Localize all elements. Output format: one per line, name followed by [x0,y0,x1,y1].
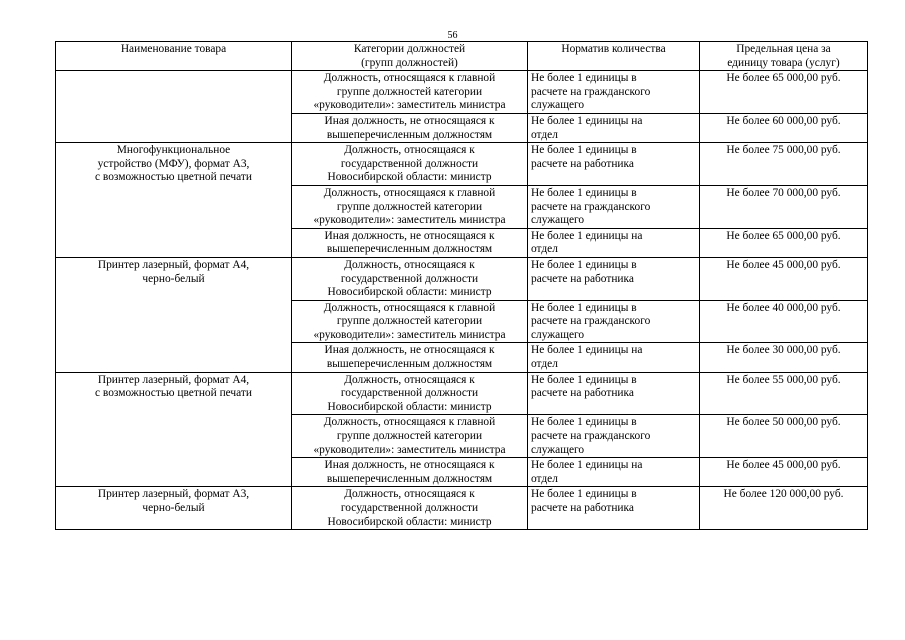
category-cell [292,71,528,114]
cell-line: Должность, относящаяся к [344,488,475,501]
cell-line: Не более 1 единицы в [531,144,637,157]
cell-line: Иная должность, не относящаяся к [324,229,495,242]
norm-cell [528,343,700,372]
category-cell [292,143,528,186]
table-header-row [56,42,868,71]
cell-line: вышеперечисленным должностям [326,472,493,485]
cell-line: группе должностей категории [336,85,483,98]
product-cell [56,372,292,487]
cell-line: Не более 1 единицы на [531,114,643,127]
cell-line: государственной должности [340,502,479,514]
cell-line: Категории должностей [353,43,466,55]
product-cell [56,487,292,530]
cell-line: государственной должности [340,272,479,285]
cell-line: отдел [531,358,558,371]
norm-cell [528,458,700,487]
header-price [700,42,868,71]
price-cell: Не более 75 000,00 руб. [700,143,868,186]
cell-line: Новосибирской области: министр [327,400,492,413]
cell-line: вышеперечисленным должностям [326,243,493,256]
norm-cell [528,487,700,530]
cell-line: служащего [531,328,585,341]
cell-line: Должность, относящаяся к главной [323,72,496,85]
cell-line: с возможностью цветной печати [95,387,252,400]
cell-line: отдел [531,472,558,485]
price-cell: Не более 65 000,00 руб. [700,228,868,257]
header-category [292,42,528,71]
price-cell: Не более 45 000,00 руб. [700,257,868,300]
price-cell: Не более 40 000,00 руб. [700,300,868,343]
price-cell: Не более 50 000,00 руб. [700,415,868,458]
norm-cell [528,185,700,228]
cell-line: расчете на гражданского [531,85,651,98]
cell-line: расчете на гражданского [531,200,651,213]
cell-line: Принтер лазерный, формат А4, [97,373,250,386]
norm-cell [528,257,700,300]
norm-cell [528,300,700,343]
cell-line: черно-белый [142,272,205,285]
price-cell: Не более 30 000,00 руб. [700,343,868,372]
cell-line: расчете на гражданского [531,430,651,443]
cell-line: Не более 1 единицы на [531,229,643,242]
norm-cell [528,113,700,142]
cell-line: служащего [531,214,585,227]
category-cell [292,300,528,343]
cell-line: Должность, относящаяся к [344,144,475,157]
cell-line: Предельная цена за [736,43,831,55]
norm-cell [528,228,700,257]
price-cell: Не более 120 000,00 руб. [700,487,868,530]
cell-line: «руководители»: заместитель министра [313,443,506,456]
product-cell [56,257,292,372]
cell-line: Не более 1 единицы на [531,344,643,357]
category-cell [292,185,528,228]
norm-cell [528,415,700,458]
price-cell: Не более 55 000,00 руб. [700,372,868,415]
category-cell [292,343,528,372]
cell-line: черно-белый [142,502,205,514]
cell-line: Не более 1 единицы в [531,72,637,85]
cell-line: отдел [531,128,558,141]
page-number: 56 [447,30,458,41]
cell-line: расчете на гражданского [531,315,651,328]
cell-line: вышеперечисленным должностям [326,128,493,141]
price-cell: Не более 70 000,00 руб. [700,185,868,228]
cell-line: (групп должностей) [361,56,458,69]
cell-line: вышеперечисленным должностям [326,358,493,371]
cell-line: «руководители»: заместитель министра [313,328,506,341]
cell-line: Не более 1 единицы в [531,301,637,314]
table-row [56,71,868,114]
cell-line: служащего [531,443,585,456]
cell-line: Не более 1 единицы в [531,488,637,501]
cell-line: Не более 1 единицы в [531,258,637,271]
cell-line: Должность, относящаяся к [344,373,475,386]
cell-line: расчете на работника [531,272,634,285]
cell-line: Должность, относящаяся к главной [323,301,496,314]
product-cell [56,143,292,258]
category-cell [292,372,528,415]
cell-line: Принтер лазерный, формат А3, [97,488,250,501]
norm-cell [528,71,700,114]
table-body [56,71,868,530]
category-cell [292,228,528,257]
cell-line: «руководители»: заместитель министра [313,99,506,112]
cell-line: Не более 1 единицы на [531,459,643,472]
cell-line: служащего [531,99,585,112]
cell-line: Иная должность, не относящаяся к [324,344,495,357]
cell-line: Иная должность, не относящаяся к [324,114,495,127]
cell-line: расчете на работника [531,157,634,170]
cell-line: Многофункциональное [116,144,231,157]
cell-line: государственной должности [340,387,479,400]
cell-line: Не более 1 единицы в [531,373,637,386]
category-cell [292,487,528,530]
price-cell: Не более 60 000,00 руб. [700,113,868,142]
product-cell [56,71,292,143]
cell-line: Наименование товара [120,43,227,55]
cell-line: Не более 1 единицы в [531,186,637,199]
cell-line: группе должностей категории [336,315,483,328]
table-row [56,257,868,300]
cell-line: единицу товара (услуг) [727,56,840,69]
cell-line: расчете на работника [531,387,634,400]
cell-line: Должность, относящаяся к главной [323,186,496,199]
table-row [56,143,868,186]
price-cell: Не более 65 000,00 руб. [700,71,868,114]
cell-line: Должность, относящаяся к главной [323,416,496,429]
cell-line: Норматив количества [561,43,666,55]
cell-line: Принтер лазерный, формат А4, [97,258,250,271]
cell-line: Иная должность, не относящаяся к [324,459,495,472]
category-cell [292,458,528,487]
cell-line: Новосибирской области: министр [327,515,492,528]
cell-line: устройство (МФУ), формат А3, [97,157,250,170]
cell-line: Не более 1 единицы в [531,416,637,429]
cell-line: группе должностей категории [336,200,483,213]
table-row [56,487,868,530]
cell-line: с возможностью цветной печати [95,171,252,184]
table-row [56,372,868,415]
cell-line: отдел [531,243,558,256]
header-norm [528,42,700,71]
cell-line: Новосибирской области: министр [327,286,492,299]
header-product [56,42,292,71]
norm-cell [528,372,700,415]
cell-line: расчете на работника [531,502,634,514]
norm-cell [528,143,700,186]
cell-line: группе должностей категории [336,430,483,443]
category-cell [292,257,528,300]
cell-line: государственной должности [340,157,479,170]
category-cell [292,113,528,142]
cell-line: Новосибирской области: министр [327,171,492,184]
cell-line: Должность, относящаяся к [344,258,475,271]
norms-table [55,41,868,530]
category-cell [292,415,528,458]
cell-line: «руководители»: заместитель министра [313,214,506,227]
price-cell: Не более 45 000,00 руб. [700,458,868,487]
